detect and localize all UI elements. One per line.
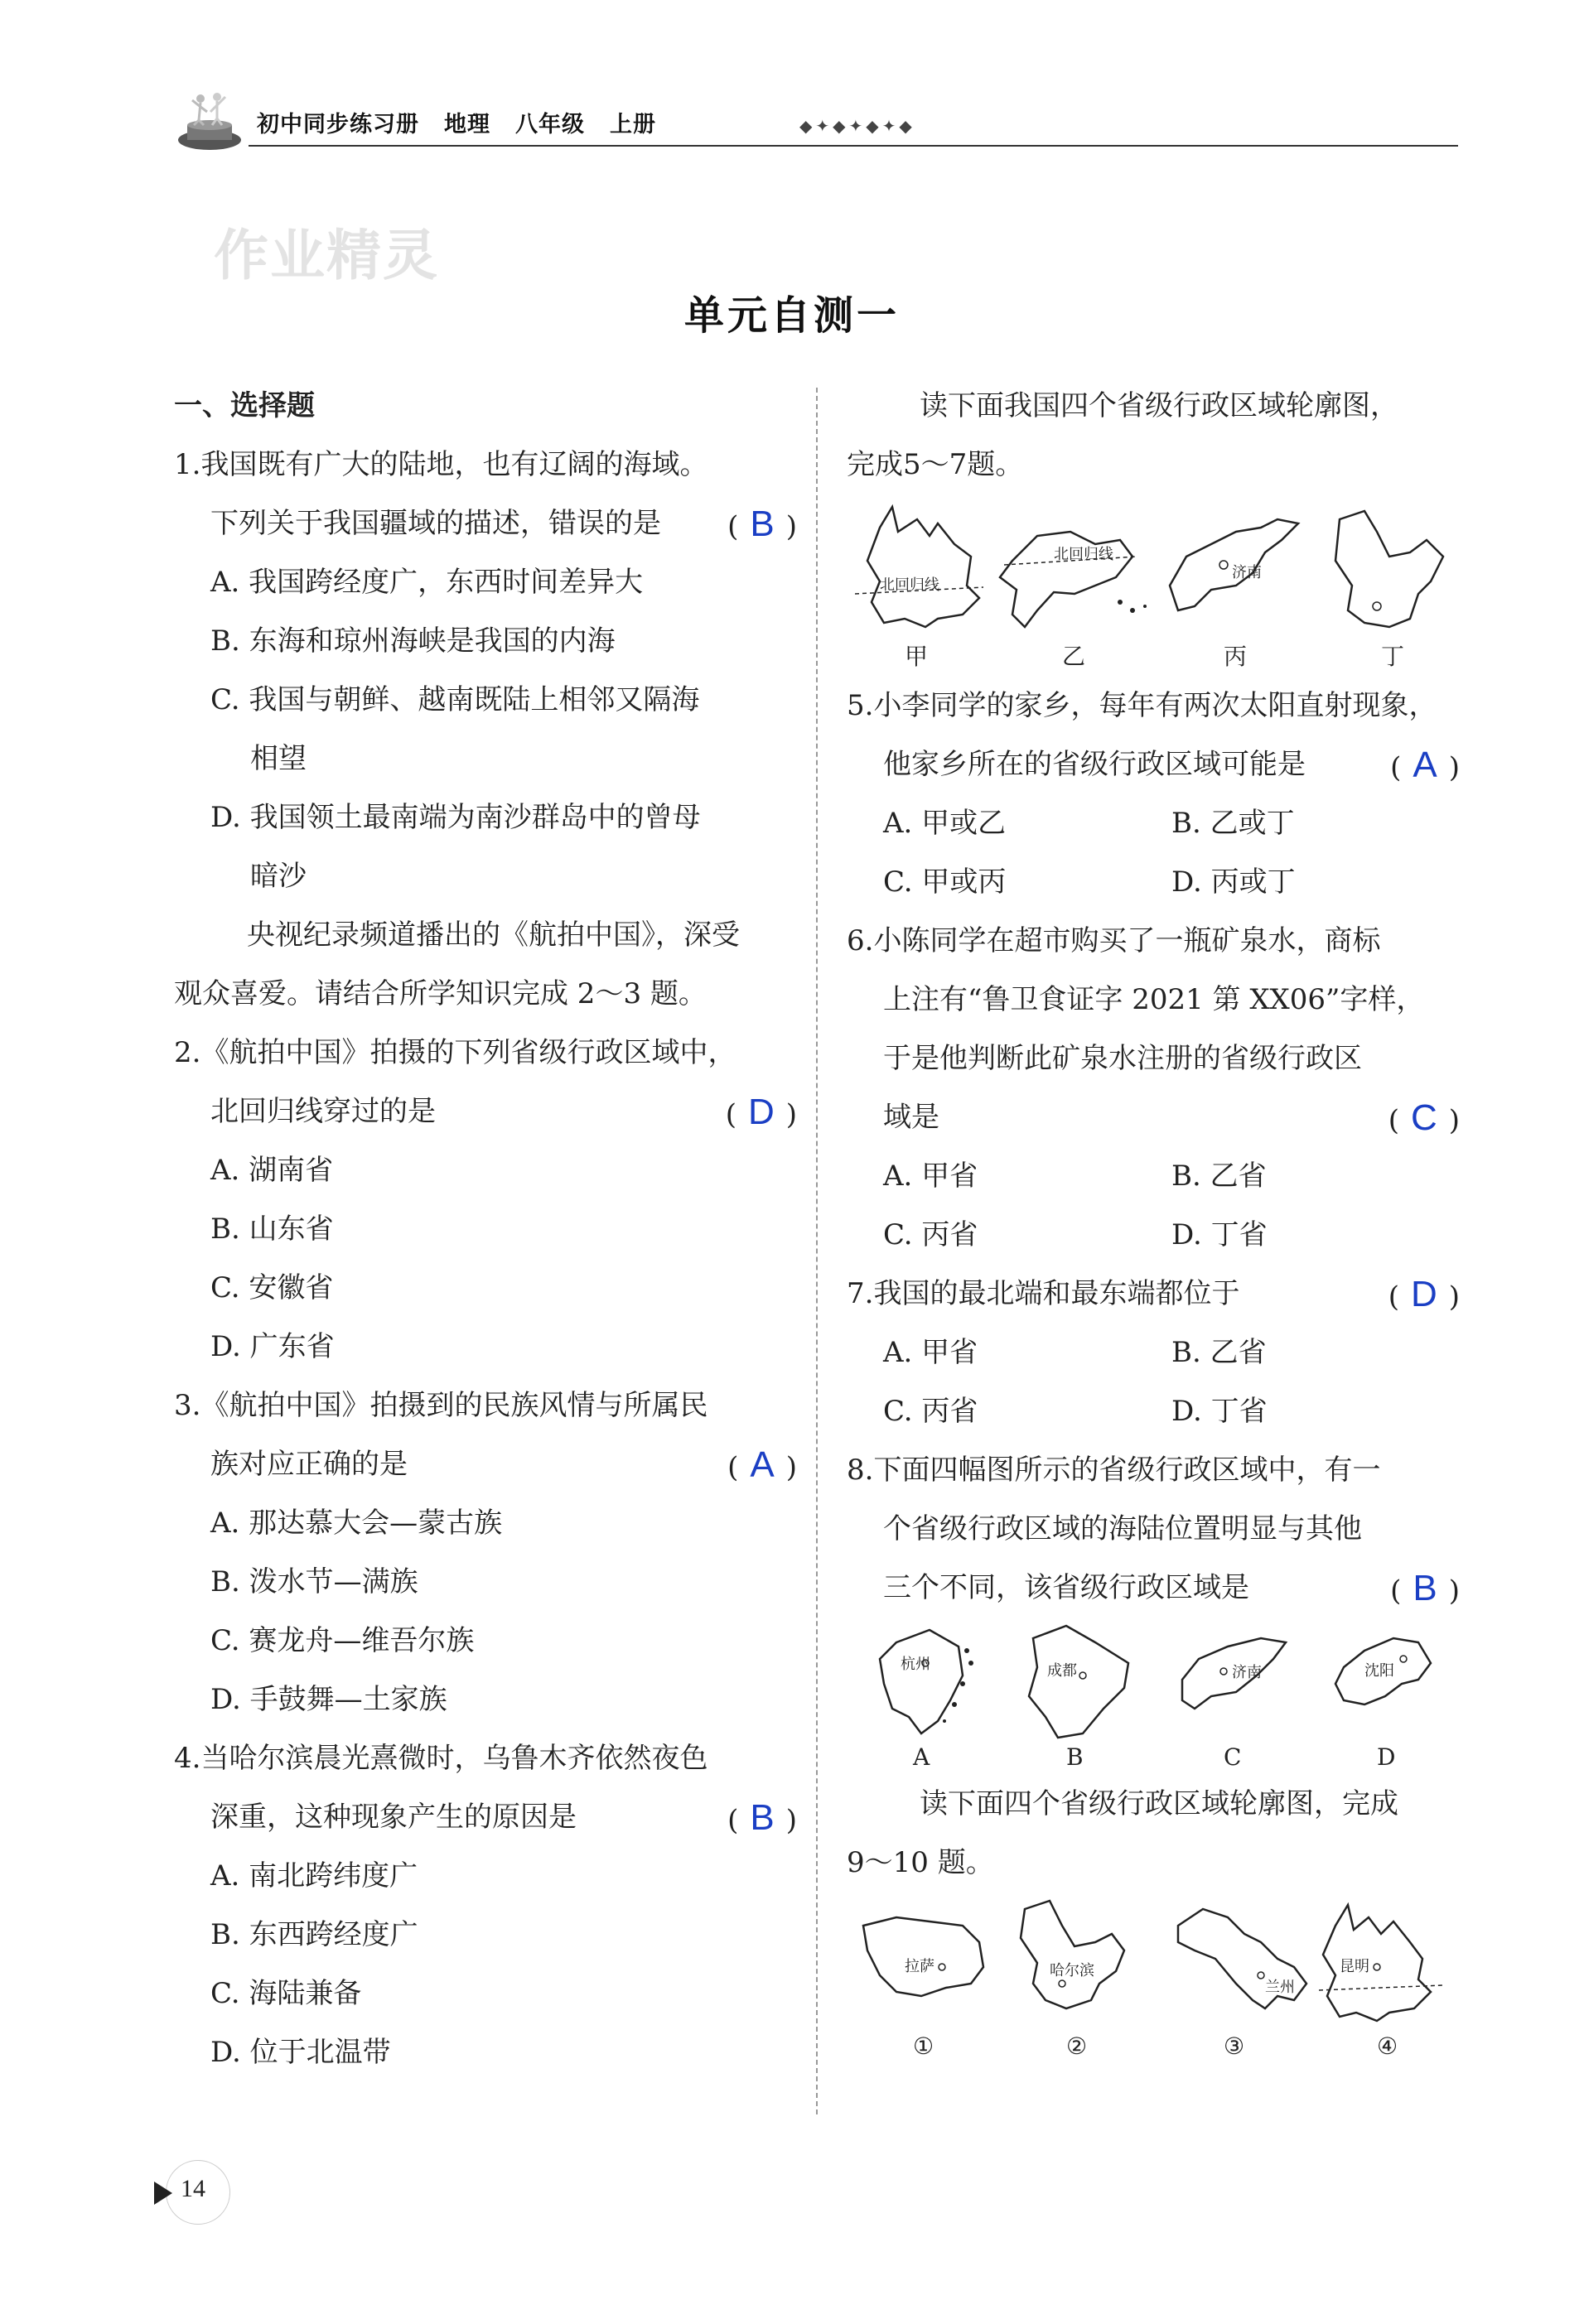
watermark: 作业精灵: [214, 224, 439, 287]
answer-bracket: ( C ): [1388, 1097, 1460, 1138]
left-column: [174, 377, 797, 2082]
option-c: C. 安徽省: [210, 1271, 334, 1304]
answer-bracket: ( B ): [1390, 1568, 1460, 1608]
map-label-d: D: [1377, 1743, 1396, 1771]
city-label: 拉萨: [905, 1958, 934, 1975]
question-8: [847, 1441, 1460, 1618]
map-label-a: A: [913, 1743, 930, 1771]
map-label-yi: 乙: [1062, 643, 1086, 670]
option-b: B. 乙省: [1171, 1336, 1267, 1369]
question-text: 三个不同，该省级行政区域是: [883, 1571, 1249, 1604]
question-6: [847, 912, 1460, 1265]
map-ding: [1335, 511, 1443, 627]
option-d: D. 丁省: [1171, 1395, 1268, 1428]
option-a: A. 湖南省: [210, 1154, 334, 1187]
question-4: [174, 1729, 797, 2082]
question-7: [847, 1265, 1460, 1441]
option-a: A. 甲省: [883, 1336, 978, 1369]
intro-2-3: [174, 906, 797, 1024]
tropic-label: 北回归线: [880, 576, 939, 594]
option-b: B. 东西跨经度广: [210, 1918, 418, 1951]
map-label-c: C: [1224, 1743, 1242, 1771]
option-d: D. 丁省: [1171, 1218, 1268, 1251]
intro-text: 观众喜爱。请结合所学知识完成 2～3 题。: [174, 977, 707, 1010]
answer-mark: D: [1410, 1274, 1437, 1314]
question-text: 3.《航拍中国》拍摄到的民族风情与所属民: [174, 1389, 708, 1422]
city-label: 杭州: [901, 1656, 930, 1673]
book-name: 初中同步练习册: [257, 112, 419, 137]
map-label-3: ③: [1224, 2032, 1245, 2060]
map-label-b: B: [1066, 1743, 1084, 1771]
map-label-jia: 甲: [905, 643, 929, 670]
page-arrow-icon: [154, 2182, 172, 2205]
map-label-ding: 丁: [1381, 643, 1405, 670]
question-text: 4.当哈尔滨晨光熹微时，乌鲁木齐依然夜色: [174, 1742, 708, 1775]
answer-mark: A: [750, 1444, 775, 1485]
right-column: [847, 377, 1460, 2066]
header-logo: [176, 87, 244, 152]
option-d: D. 我国领土最南端为南沙群岛中的曾母: [210, 801, 701, 834]
map-jia: [867, 507, 979, 627]
question-text: 域是: [883, 1101, 939, 1134]
page-number: 14: [181, 2175, 205, 2202]
option-d: D. 位于北温带: [210, 2036, 391, 2069]
answer-bracket: ( D ): [1388, 1274, 1460, 1314]
map-label-bing: 丙: [1224, 643, 1248, 670]
option-d: D. 广东省: [210, 1330, 335, 1363]
answer-bracket: ( B ): [727, 504, 797, 544]
figure-province-outlines-3: [847, 1892, 1460, 2066]
question-text: 2.《航拍中国》拍摄的下列省级行政区域中，: [174, 1036, 736, 1069]
intro-text: 读下面四个省级行政区域轮廓图，完成: [920, 1787, 1398, 1820]
question-3: [174, 1377, 797, 1729]
figure-province-outlines-1: [847, 494, 1460, 677]
header-ornament: ◆✦◆✦◆✦◆: [799, 116, 915, 136]
city-label: 昆明: [1340, 1958, 1369, 1975]
question-text: 上注有“鲁卫食证字 2021 第 XX06”字样，: [883, 983, 1425, 1016]
question-text: 7.我国的最北端和最东端都位于: [847, 1277, 1240, 1310]
option-c-cont: 相望: [250, 742, 307, 775]
city-label: 成都: [1047, 1662, 1077, 1680]
question-text: 他家乡所在的省级行政区域可能是: [883, 748, 1306, 781]
question-5: [847, 677, 1460, 912]
option-b: B. 山东省: [210, 1213, 334, 1246]
header-rule: [249, 145, 1458, 147]
answer-mark: C: [1410, 1097, 1437, 1138]
header-text: [257, 106, 681, 138]
map-label-1: ①: [913, 2032, 934, 2060]
question-text: 8.下面四幅图所示的省级行政区域中，有一: [847, 1454, 1381, 1487]
answer-bracket: ( B ): [727, 1797, 797, 1838]
intro-5-7: [847, 377, 1460, 494]
question-1: [174, 436, 797, 906]
option-d: D. 丙或丁: [1171, 865, 1296, 899]
map-label-4: ④: [1377, 2032, 1398, 2060]
grade-name: 八年级: [515, 112, 585, 137]
question-text: 5.小李同学的家乡，每年有两次太阳直射现象，: [847, 689, 1437, 722]
option-d: D. 手鼓舞—土家族: [210, 1683, 447, 1716]
option-b: B. 乙或丁: [1171, 807, 1295, 840]
answer-mark: B: [1413, 1568, 1437, 1608]
option-a: A. 我国跨经度广，东西时间差异大: [210, 566, 644, 599]
option-c: C. 赛龙舟—维吾尔族: [210, 1624, 475, 1657]
question-2: [174, 1024, 797, 1377]
question-text: 族对应正确的是: [210, 1448, 408, 1481]
column-divider: [816, 388, 818, 2114]
city-label: 哈尔滨: [1050, 1962, 1094, 1979]
option-a: A. 甲省: [883, 1160, 978, 1193]
option-d-cont: 暗沙: [250, 860, 307, 893]
city-label: 沈阳: [1364, 1662, 1394, 1680]
answer-mark: B: [750, 1797, 775, 1838]
answer-mark: A: [1413, 745, 1437, 785]
option-a: A. 南北跨纬度广: [210, 1859, 418, 1892]
question-text: 北回归线穿过的是: [210, 1095, 436, 1128]
tropic-label-yi: 北回归线: [1054, 546, 1113, 563]
question-text: 下列关于我国疆域的描述，错误的是: [210, 507, 661, 540]
intro-9-10: [847, 1775, 1460, 1892]
question-text: 个省级行政区域的海陆位置明显与其他: [883, 1512, 1362, 1545]
city-label: 兰州: [1265, 1979, 1295, 1996]
answer-mark: D: [747, 1092, 775, 1132]
option-a: A. 甲或乙: [883, 807, 1007, 840]
answer-bracket: ( D ): [725, 1092, 797, 1132]
option-c: C. 丙省: [883, 1218, 978, 1251]
subject-name: 地理: [444, 112, 490, 137]
volume-name: 上册: [610, 112, 656, 137]
option-a: A. 那达慕大会—蒙古族: [210, 1507, 503, 1540]
option-c: C. 甲或丙: [883, 865, 1007, 899]
option-c: C. 我国与朝鲜、越南既陆上相邻又隔海: [210, 683, 700, 716]
section-heading: 一、选择题: [174, 389, 315, 422]
question-text: 深重，这种现象产生的原因是: [210, 1801, 577, 1834]
page-title: 单元自测一: [683, 292, 900, 339]
answer-bracket: ( A ): [1390, 745, 1460, 785]
answer-mark: B: [750, 504, 775, 544]
figure-province-outlines-2: [847, 1618, 1460, 1775]
city-label: 济南: [1232, 564, 1262, 581]
intro-text: 9～10 题。: [847, 1846, 994, 1879]
city-label: 济南: [1232, 1664, 1262, 1681]
option-c: C. 海陆兼备: [210, 1977, 362, 2010]
question-text: 于是他判断此矿泉水注册的省级行政区: [883, 1042, 1362, 1075]
map-label-2: ②: [1066, 2032, 1088, 2060]
answer-bracket: ( A ): [727, 1444, 797, 1485]
question-text: 6.小陈同学在超市购买了一瓶矿泉水，商标: [847, 924, 1381, 957]
question-text: 1.我国既有广大的陆地，也有辽阔的海域。: [174, 448, 708, 481]
option-b: B. 乙省: [1171, 1160, 1267, 1193]
intro-text: 完成5～7题。: [847, 448, 1024, 481]
intro-text: 读下面我国四个省级行政区域轮廓图，: [920, 389, 1398, 422]
option-b: B. 东海和琼州海峡是我国的内海: [210, 624, 616, 658]
option-c: C. 丙省: [883, 1395, 978, 1428]
intro-text: 央视纪录频道播出的《航拍中国》，深受: [247, 919, 740, 952]
option-b: B. 泼水节—满族: [210, 1565, 418, 1598]
